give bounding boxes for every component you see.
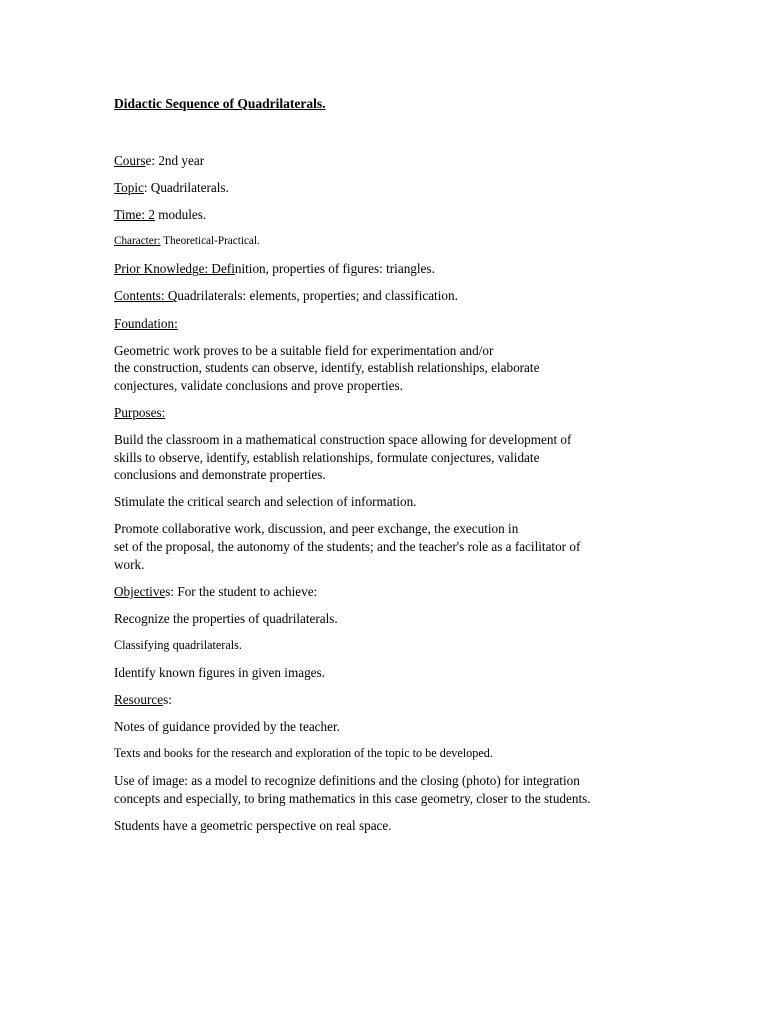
foundation-label: Foundation: [114,315,178,331]
objectives-label: Objective [114,583,166,599]
course-label: Cours [114,153,146,168]
resource-text-line: Use of image: as a model to recognize definitions and the closing (photo) for integration [114,773,580,789]
contents-value: uadrilaterals: elements, properties; and classification. [177,288,458,304]
foundation-text-line: conjectures, validate conclusions and prove properties. [114,377,403,393]
purposes-heading [114,404,614,422]
purpose-paragraph: Stimulate the critical search and selection of information. [114,494,417,510]
time-label: Time: 2 [114,207,155,223]
contents-label: Contents: Q [114,288,178,304]
topic-line [114,179,614,197]
character-label: Character: [114,235,161,248]
purpose-paragraph [114,520,614,573]
foundation-heading [114,315,614,333]
purposes-label: Purposes: [114,404,166,420]
foundation-text-line: Geometric work proves to be a suitable field for experimentation and/or [114,342,494,358]
purpose-text-line: Promote collaborative work, discussion, and peer exchange, the execution in [114,521,519,537]
document-page [114,96,614,844]
topic-label: Topic [114,180,144,196]
objective-item: Classifying quadrilaterals. [114,637,242,652]
objective-item: Recognize the properties of quadrilaterals. [114,610,338,626]
topic-value: : Quadrilaterals. [143,180,229,196]
resource-item: Students have a geometric perspective on real space. [114,818,392,834]
objectives-line [114,583,614,601]
purpose-text-line: work. [114,556,145,572]
purpose-text-line: conclusions and demonstrate properties. [114,467,326,483]
character-value: Theoretical-Practical. [160,235,260,248]
contents-line [114,287,614,305]
prior-knowledge-line [114,260,614,278]
resources-line [114,691,614,709]
time-line [114,206,614,224]
prior-knowledge-label: Prior Knowledge: Defi [114,261,235,277]
objective-item: Identify known figures in given images. [114,664,325,680]
document-title: Didactic Sequence of Quadrilaterals. [114,96,326,111]
foundation-text-line: the construction, students can observe, identify, establish relationships, elaborate [114,360,540,376]
resources-value: s: [163,692,172,708]
purpose-text-line: skills to observe, identify, establish relationships, formulate conjectures, validate [114,449,540,465]
course-value: e: 2nd year [145,153,205,168]
resource-item: Notes of guidance provided by the teacher. [114,719,340,735]
character-line [114,233,614,251]
resource-item: Texts and books for the research and exploration of the topic to be developed. [114,746,493,761]
objectives-value: s: For the student to achieve: [165,583,318,599]
purpose-text-line: set of the proposal, the autonomy of the students; and the teacher's role as a facilitator of [114,539,581,554]
resource-item [114,772,614,807]
resources-label: Resource [114,692,164,708]
time-value: modules. [154,207,207,223]
foundation-paragraph [114,342,614,395]
purpose-text-line: Build the classroom in a mathematical construction space allowing for development of [114,432,572,448]
resource-text-line: concepts and especially, to bring mathematics in this case geometry, closer to the students. [114,790,591,806]
purpose-paragraph [114,431,614,484]
course-line [114,152,614,170]
prior-knowledge-value: nition, properties of figures: triangles. [234,261,435,277]
